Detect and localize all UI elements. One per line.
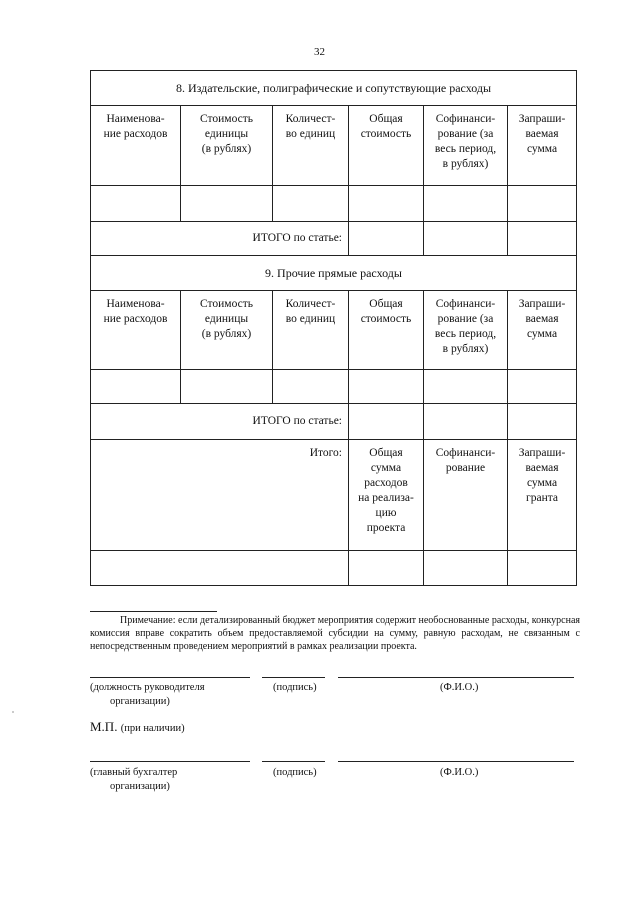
head-signature-line [262,677,325,678]
table-cell [91,551,349,586]
col-header-name: Наименова- ние расходов [91,106,181,186]
accountant-signature-line [262,761,325,762]
table-cell [508,404,577,440]
col-header-unit-cost: Стоимость единицы (в рублях) [181,106,273,186]
accountant-position-label: (главный бухгалтер [90,767,178,778]
table-cell [424,370,508,404]
col-header-requested: Запраши- ваемая сумма [508,291,577,370]
head-position-label: (должность руководителя [90,682,205,693]
table-cell [349,186,424,222]
col-header-name: Наименова- ние расходов [91,291,181,370]
table-cell [91,186,181,222]
col-header-requested: Запраши- ваемая сумма [508,106,577,186]
section9-total-label: ИТОГО по статье: [91,404,349,440]
col-header-total-cost: Общая стоимость [349,291,424,370]
section9-title: 9. Прочие прямые расходы [91,256,577,291]
accountant-org-label: организации) [110,781,170,792]
table-cell [349,370,424,404]
head-position-line [90,677,250,678]
stamp-place-label: М.П. [90,719,118,734]
stamp-place-note: (при наличии) [120,723,185,734]
footnote-separator [90,611,217,612]
footnote-note: Примечание: если детализированный бюджет мероприятия содержит необоснованные расходы, конкурсная комиссия вправе сократить объем предоставляемой субсидии на сумму, равную расходам, не связанным с непосредственным проведением мероприятий в рамках реализации проекта. [90,615,580,652]
budget-table [90,70,577,586]
table-cell [508,551,577,586]
grand-total-row [91,440,577,551]
table-cell [181,370,273,404]
table-cell [349,551,424,586]
table-cell [508,370,577,404]
head-fio-label: (Ф.И.О.) [440,682,479,693]
accountant-fio-label: (Ф.И.О.) [440,767,479,778]
head-org-label: организации) [110,696,170,707]
grand-total-label: Итого: [91,440,349,551]
accountant-signature-label: (подпись) [273,767,317,778]
section9-header-row [91,291,577,370]
col-header-quantity: Количест- во единиц [273,291,349,370]
col-header-quantity: Количест- во единиц [273,106,349,186]
table-cell [508,222,577,256]
table-cell [181,186,273,222]
grand-total-values-row [91,551,577,586]
table-cell [273,186,349,222]
grand-total-col-cofinancing: Софинанси- рование [424,440,508,551]
table-cell [424,222,508,256]
section9-total-row [91,404,577,440]
table-cell [508,186,577,222]
col-header-cofinancing: Софинанси- рование (за весь период, в рублях) [424,106,508,186]
section8-total-row [91,222,577,256]
head-fio-line [338,677,574,678]
table-cell [273,370,349,404]
grand-total-col-total: Общая сумма расходов на реализа- цию проекта [349,440,424,551]
section8-entry-row [91,186,577,222]
table-cell [91,370,181,404]
head-signature-label: (подпись) [273,682,317,693]
col-header-unit-cost: Стоимость единицы (в рублях) [181,291,273,370]
stamp-place [90,719,185,735]
page-number: 32 [314,46,325,58]
table-cell [349,404,424,440]
section8-title: 8. Издательские, полиграфические и сопутствующие расходы [91,71,577,106]
grand-total-col-requested: Запраши- ваемая сумма гранта [508,440,577,551]
col-header-total-cost: Общая стоимость [349,106,424,186]
table-cell [424,186,508,222]
section9-entry-row [91,370,577,404]
table-cell [424,404,508,440]
table-cell [349,222,424,256]
section8-total-label: ИТОГО по статье: [91,222,349,256]
col-header-cofinancing: Софинанси- рование (за весь период, в рублях) [424,291,508,370]
accountant-fio-line [338,761,574,762]
section8-header-row [91,106,577,186]
accountant-position-line [90,761,250,762]
scan-speck [12,711,14,713]
table-cell [424,551,508,586]
